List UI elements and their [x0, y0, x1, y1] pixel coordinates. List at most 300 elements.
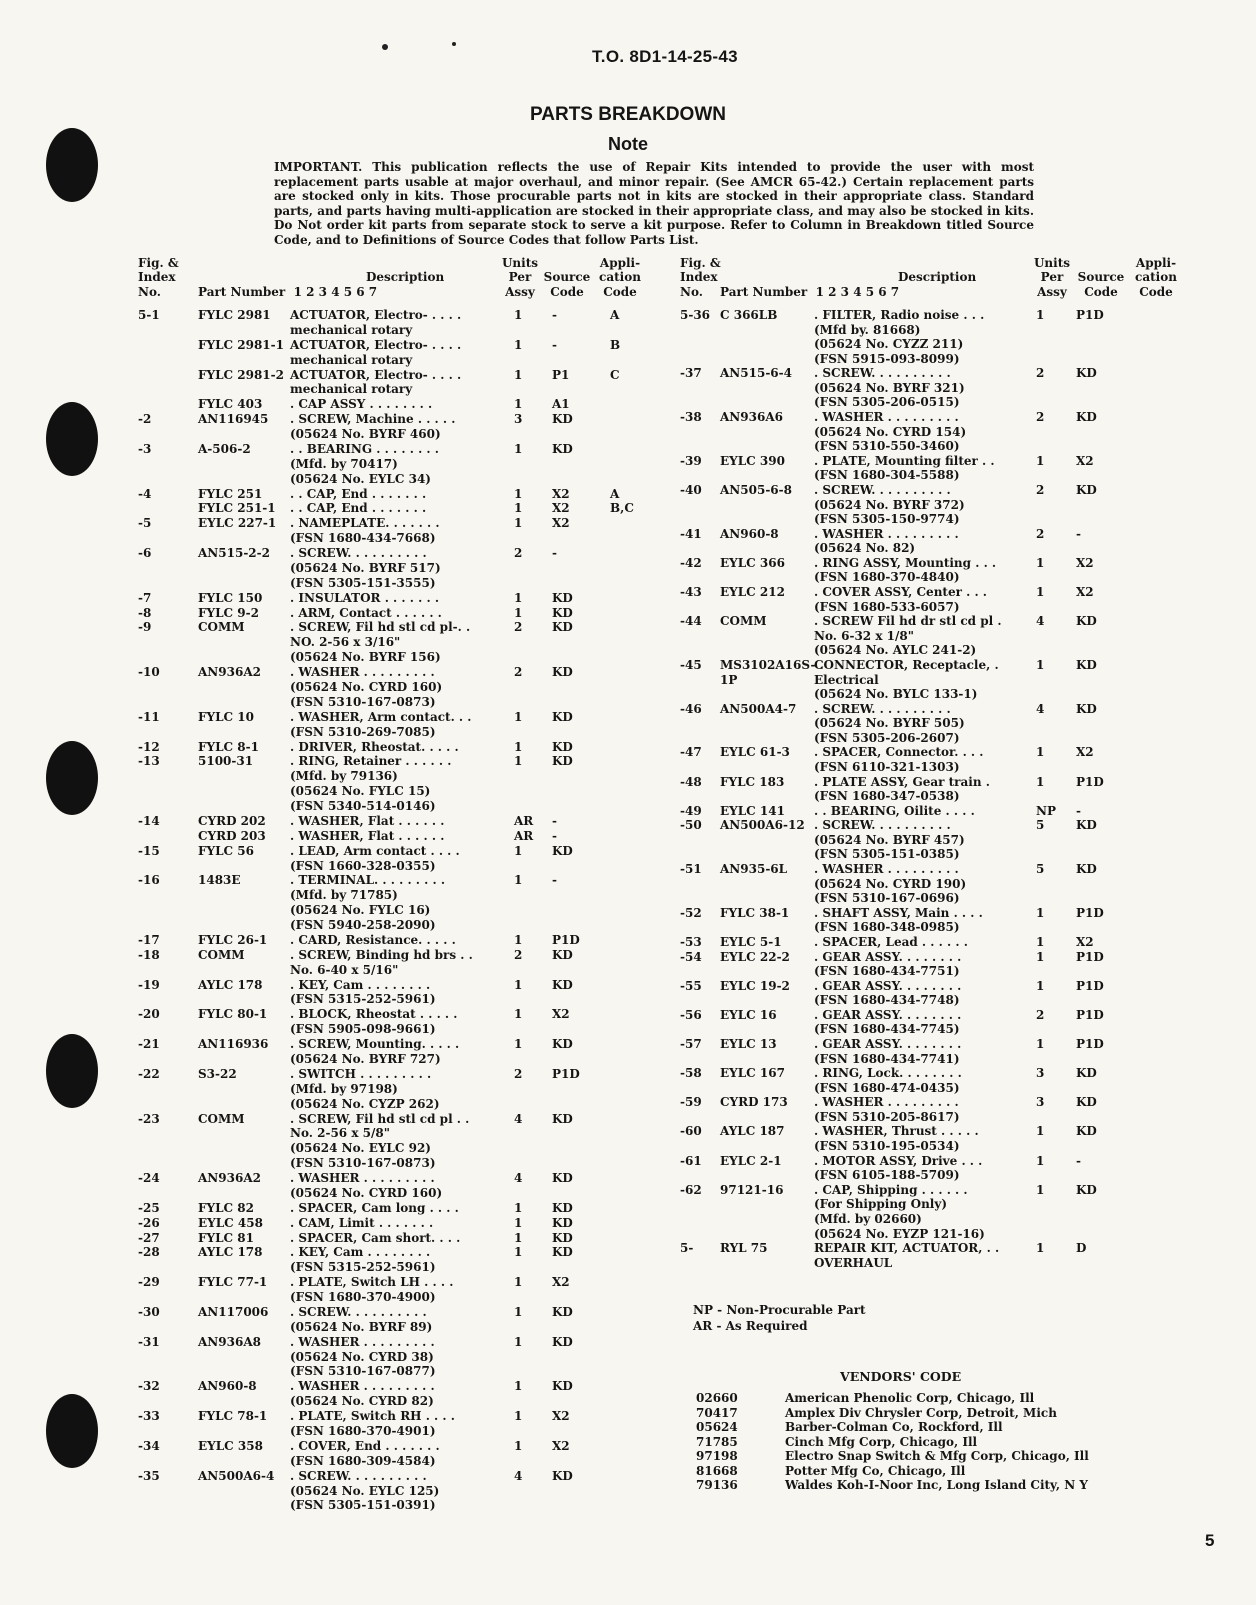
units-per-assy: 3 [1036, 1066, 1045, 1081]
description: (05624 No. EYLC 125) [290, 1483, 440, 1498]
table-row [138, 710, 658, 725]
part-number: COMM [720, 614, 767, 629]
units-per-assy: 1 [514, 1245, 523, 1260]
table-row [680, 847, 1200, 862]
table-row [680, 527, 1200, 542]
parts-table-left [138, 256, 658, 1516]
fig-index: -59 [680, 1095, 702, 1110]
fig-index: -28 [138, 1245, 160, 1260]
description: . SPACER, Cam short. . . . [290, 1230, 461, 1245]
units-per-assy: AR [514, 828, 534, 843]
part-number: EYLC 141 [720, 803, 785, 818]
description: (05624 No. BYRF 517) [290, 560, 441, 575]
units-per-assy: 1 [514, 1438, 523, 1453]
description: NO. 2-56 x 3/16" [290, 635, 401, 650]
description: ACTUATOR, Electro- . . . . [290, 337, 462, 352]
fig-index: -43 [680, 585, 702, 600]
source-code: - [1076, 803, 1081, 818]
table-row [138, 1037, 658, 1052]
col-desc: Description [366, 270, 445, 285]
description: (FSN 1660-328-0355) [290, 858, 436, 873]
description: No. 6-32 x 1/8" [814, 628, 914, 643]
source-code: KD [1076, 1124, 1097, 1139]
table-row [680, 1081, 1200, 1096]
source-code: - [1076, 526, 1081, 541]
table-row [138, 427, 658, 442]
part-number: AN936A6 [720, 410, 783, 425]
part-number: FYLC 26-1 [198, 932, 268, 947]
table-row [680, 979, 1200, 994]
fig-index: -54 [680, 949, 702, 964]
description: (Mfd. by 71785) [290, 888, 398, 903]
table-row [138, 1350, 658, 1365]
description: . NAMEPLATE. . . . . . . [290, 516, 440, 531]
source-code: P1D [1076, 774, 1104, 789]
table-row [138, 1409, 658, 1424]
binder-hole [46, 1394, 98, 1468]
units-per-assy: 4 [514, 1171, 523, 1186]
fig-index: -22 [138, 1066, 160, 1081]
fig-index: -3 [138, 441, 152, 456]
fig-index: -47 [680, 745, 702, 760]
table-row [680, 877, 1200, 892]
units-per-assy: 4 [1036, 701, 1045, 716]
description: . SCREW, Fil hd stl cd pl-. . [290, 620, 471, 635]
description: (FSN 6110-321-1303) [814, 759, 960, 774]
source-code: KD [552, 739, 573, 754]
source-code: X2 [552, 486, 570, 501]
table-row [138, 1201, 658, 1216]
part-number: EYLC 19-2 [720, 978, 790, 993]
table-row [138, 1052, 658, 1067]
description: (05624 No. BYRF 460) [290, 427, 441, 442]
table-row [138, 1469, 658, 1484]
source-code: KD [552, 665, 573, 680]
part-number: AN500A4-7 [720, 701, 797, 716]
part-number: FYLC 2981-2 [198, 367, 284, 382]
table-row [138, 576, 658, 591]
part-number: AN936A2 [198, 665, 261, 680]
units-per-assy: 1 [1036, 978, 1045, 993]
table-row [680, 1168, 1200, 1183]
description: . SCREW. . . . . . . . . . [290, 546, 427, 561]
description: (Mfd. by 70417) [290, 456, 398, 471]
part-number: AN960-8 [720, 526, 779, 541]
table-row [680, 789, 1200, 804]
table-row [680, 1095, 1200, 1110]
table-row [138, 1379, 658, 1394]
part-number: FYLC 77-1 [198, 1275, 268, 1290]
units-per-assy: 2 [1036, 482, 1045, 497]
units-per-assy: 4 [1036, 614, 1045, 629]
fig-index: -31 [138, 1334, 160, 1349]
source-code: P1D [1076, 905, 1104, 920]
description: . GEAR ASSY. . . . . . . . [814, 978, 962, 993]
description: . WASHER . . . . . . . . . [290, 665, 435, 680]
fig-index: -45 [680, 657, 702, 672]
units-per-assy: 1 [514, 709, 523, 724]
table-row [680, 1197, 1200, 1212]
table-row [680, 483, 1200, 498]
vendor-code: 05624 [696, 1420, 738, 1434]
table-row [138, 620, 658, 635]
table-row [680, 366, 1200, 381]
part-number: COMM [198, 1111, 245, 1126]
part-number: AYLC 178 [198, 1245, 263, 1260]
table-row [138, 1067, 658, 1082]
source-code: X2 [552, 1007, 570, 1022]
description: (FSN 5940-258-2090) [290, 918, 436, 933]
part-number: AYLC 178 [198, 977, 263, 992]
source-code: KD [1076, 701, 1097, 716]
description: . WASHER . . . . . . . . . [814, 526, 959, 541]
units-per-assy: 1 [514, 1304, 523, 1319]
table-row [138, 1112, 658, 1127]
units-per-assy: 2 [514, 1066, 523, 1081]
fig-index: -62 [680, 1182, 702, 1197]
source-code: D [1076, 1241, 1087, 1256]
description: . WASHER, Thrust . . . . . [814, 1124, 979, 1139]
description: . WASHER . . . . . . . . . [290, 1171, 435, 1186]
source-code: KD [1076, 410, 1097, 425]
description: (05624 No. FYLC 16) [290, 903, 431, 918]
source-code: KD [1076, 1066, 1097, 1081]
description: . SCREW. . . . . . . . . . [290, 1468, 427, 1483]
source-code: P1D [1076, 949, 1104, 964]
fig-index: -33 [138, 1409, 160, 1424]
table-row [138, 1156, 658, 1171]
description: . . CAP, End . . . . . . . [290, 501, 427, 516]
units-per-assy: 2 [1036, 1007, 1045, 1022]
part-number: FYLC 2981-1 [198, 337, 284, 352]
part-number: 5100-31 [198, 754, 254, 769]
units-per-assy: 1 [514, 590, 523, 605]
table-row [680, 1241, 1200, 1256]
note-title: Note [608, 134, 648, 154]
source-code: A1 [552, 397, 570, 412]
source-code: KD [1076, 657, 1097, 672]
part-number: EYLC 458 [198, 1215, 263, 1230]
page-title: PARTS BREAKDOWN [530, 104, 726, 125]
description: . CARD, Resistance. . . . . [290, 932, 456, 947]
table-row [138, 873, 658, 888]
table-row [138, 665, 658, 680]
table-row [138, 382, 658, 397]
table-row [680, 1256, 1200, 1271]
units-per-assy: 1 [1036, 555, 1045, 570]
description: Electrical [814, 672, 879, 687]
table-row [680, 1227, 1200, 1242]
table-row [680, 1037, 1200, 1052]
fig-index: -50 [680, 818, 702, 833]
table-row [680, 395, 1200, 410]
fig-index: -38 [680, 410, 702, 425]
source-code: X2 [552, 501, 570, 516]
col-source: Source Code [543, 270, 591, 299]
table-row [680, 687, 1200, 702]
description: . SWITCH . . . . . . . . . [290, 1066, 432, 1081]
fig-index: -49 [680, 803, 702, 818]
description: (FSN 5305-151-0391) [290, 1498, 436, 1513]
table-row [680, 935, 1200, 950]
table-row [138, 933, 658, 948]
part-number: FYLC 150 [198, 590, 263, 605]
table-row [138, 680, 658, 695]
vendor-code: 70417 [696, 1405, 738, 1420]
table-row [680, 323, 1200, 338]
table-row [138, 769, 658, 784]
source-code: X2 [552, 1275, 570, 1290]
vendor-name: American Phenolic Corp, Chicago, Ill [785, 1391, 1035, 1405]
table-row [680, 614, 1200, 629]
table-row [138, 546, 658, 561]
table-row [680, 600, 1200, 615]
description: . WASHER, Flat . . . . . . [290, 828, 445, 843]
fig-index: -11 [138, 709, 160, 724]
description: (FSN 5310-269-7085) [290, 724, 436, 739]
units-per-assy: 1 [514, 1230, 523, 1245]
table-row [138, 740, 658, 755]
description: . FILTER, Radio noise . . . [814, 308, 985, 322]
units-per-assy: 3 [1036, 1095, 1045, 1110]
application-code: B,C [610, 501, 634, 516]
col-fig: Fig. & Index No. [680, 256, 721, 299]
source-code: KD [1076, 1182, 1097, 1197]
description: . SPACER, Connector. . . . [814, 745, 984, 760]
description: (FSN 5310-167-0873) [290, 1156, 436, 1171]
description: . PLATE, Mounting filter . . [814, 453, 995, 468]
description: No. 6-40 x 5/16" [290, 962, 399, 977]
description: mechanical rotary [290, 322, 413, 337]
units-per-assy: 1 [514, 397, 523, 412]
part-number: FYLC 183 [720, 774, 785, 789]
description: (FSN 1680-434-7668) [290, 531, 436, 546]
description: (05624 No. BYRF 727) [290, 1052, 441, 1066]
fig-index: -21 [138, 1037, 160, 1052]
table-row [138, 501, 658, 516]
table-row [138, 992, 658, 1007]
vendor-code: 81668 [696, 1463, 738, 1478]
fig-index: -24 [138, 1171, 160, 1186]
description: . DRIVER, Rheostat. . . . . [290, 739, 459, 754]
units-per-assy: 5 [1036, 862, 1045, 877]
fig-index: -10 [138, 665, 160, 680]
table-row [138, 1245, 658, 1260]
description: (FSN 5315-252-5961) [290, 1260, 436, 1275]
description: . COVER, End . . . . . . . [290, 1438, 440, 1453]
table-row [138, 338, 658, 353]
description: (05624 No. CYRD 154) [814, 424, 967, 439]
units-per-assy: 1 [1036, 1241, 1045, 1256]
part-number: FYLC 8-1 [198, 739, 259, 754]
description: (05624 No. BYRF 372) [814, 497, 965, 512]
table-row [138, 1320, 658, 1335]
part-number: FYLC 10 [198, 709, 254, 724]
description: (FSN 5310-167-0877) [290, 1364, 436, 1379]
source-code: X2 [1076, 934, 1094, 949]
description: (Mfd. by 02660) [814, 1211, 922, 1226]
table-row [138, 1290, 658, 1305]
part-number: EYLC 366 [720, 555, 785, 570]
table-row [138, 844, 658, 859]
table-row [138, 1171, 658, 1186]
description: (FSN 1680-474-0435) [814, 1080, 960, 1095]
fig-index: 5-36 [680, 308, 711, 322]
description: (Mfd. by 79136) [290, 769, 398, 784]
source-code: - [552, 337, 557, 352]
description: (FSN 5305-206-0515) [814, 395, 960, 410]
fig-index: -37 [680, 366, 702, 381]
description: (05624 No. EYLC 34) [290, 471, 431, 486]
vendor-name: Electro Snap Switch & Mfg Corp, Chicago, Ill [785, 1449, 1089, 1463]
fig-index: -39 [680, 453, 702, 468]
col-part: Part Number 1 2 3 4 5 6 7 [720, 284, 900, 299]
source-code: KD [1076, 818, 1097, 833]
table-row [680, 745, 1200, 760]
description: . WASHER . . . . . . . . . [290, 1379, 435, 1394]
table-row [138, 368, 658, 383]
table-row [680, 1124, 1200, 1139]
units-per-assy: 1 [1036, 934, 1045, 949]
table-row [680, 1066, 1200, 1081]
units-per-assy: 1 [514, 308, 523, 322]
source-code: X2 [552, 1438, 570, 1453]
part-number: FYLC 82 [198, 1200, 254, 1215]
units-per-assy: 2 [1036, 526, 1045, 541]
description: (FSN 1680-347-0538) [814, 789, 960, 804]
description: . GEAR ASSY. . . . . . . . [814, 1007, 962, 1022]
table-row [680, 716, 1200, 731]
description: (FSN 5305-150-9774) [814, 512, 960, 527]
table-row [138, 472, 658, 487]
description: . KEY, Cam . . . . . . . . [290, 1245, 431, 1260]
description: (05624 No. CYZZ 211) [814, 337, 964, 352]
fig-index: -57 [680, 1037, 702, 1051]
description: (FSN 5310-205-8617) [814, 1109, 960, 1124]
table-row [138, 1484, 658, 1499]
table-row [138, 353, 658, 368]
table-row [138, 650, 658, 665]
vendor-code: 71785 [696, 1434, 738, 1449]
part-number: EYLC 227-1 [198, 516, 277, 531]
table-row [138, 397, 658, 412]
units-per-assy: 3 [514, 412, 523, 427]
fig-index: -41 [680, 526, 702, 541]
table-row [138, 561, 658, 576]
table-row [138, 516, 658, 531]
description: . LEAD, Arm contact . . . . [290, 843, 460, 858]
units-per-assy: 1 [1036, 453, 1045, 468]
part-number: AN515-6-4 [720, 366, 792, 381]
fig-index: -40 [680, 482, 702, 497]
fig-index: -48 [680, 774, 702, 789]
units-per-assy: 1 [514, 367, 523, 382]
table-row [138, 308, 658, 323]
speck [382, 44, 388, 50]
description: . SCREW, Machine . . . . . [290, 412, 456, 427]
fig-index: -42 [680, 555, 702, 570]
source-code: - [552, 873, 557, 888]
part-number: FYLC 80-1 [198, 1007, 268, 1022]
source-code: P1D [1076, 308, 1104, 322]
vendor-name: Barber-Colman Co, Rockford, Ill [785, 1420, 1003, 1434]
table-row [138, 1424, 658, 1439]
source-code: P1D [1076, 1007, 1104, 1022]
table-row [680, 512, 1200, 527]
description: . SCREW, Binding hd brs . . [290, 947, 473, 962]
application-code: B [610, 337, 621, 352]
table-row [680, 673, 1200, 688]
table-row [138, 1126, 658, 1141]
source-code: X2 [552, 1409, 570, 1424]
description: (FSN 5915-093-8099) [814, 351, 960, 366]
fig-index: -23 [138, 1111, 160, 1126]
table-row [138, 784, 658, 799]
vendor-code: 79136 [696, 1478, 738, 1492]
fig-index: -44 [680, 614, 702, 629]
source-code: KD [552, 441, 573, 456]
units-per-assy: 1 [1036, 774, 1045, 789]
units-per-assy: 1 [514, 486, 523, 501]
col-desc: Description [898, 270, 977, 285]
part-number: COMM [198, 947, 245, 962]
fig-index: -19 [138, 977, 160, 992]
parts-table-right [680, 256, 1200, 1276]
part-number: AN500A6-12 [720, 818, 805, 833]
description: . WASHER, Arm contact. . . [290, 709, 472, 724]
description: (05624 No. CYZP 262) [290, 1096, 440, 1111]
fig-index: -34 [138, 1438, 160, 1453]
units-per-assy: 1 [514, 1379, 523, 1394]
description: (FSN 5315-252-5961) [290, 992, 436, 1007]
part-number: EYLC 61-3 [720, 745, 790, 760]
fig-index: -26 [138, 1215, 160, 1230]
part-number: FYLC 2981 [198, 308, 271, 322]
part-number: FYLC 81 [198, 1230, 254, 1245]
description: (05624 No. BYRF 457) [814, 832, 965, 847]
description: . SPACER, Lead . . . . . . [814, 934, 968, 949]
part-number: EYLC 16 [720, 1007, 777, 1022]
part-number: C 366LB [720, 308, 778, 322]
fig-index: -15 [138, 843, 160, 858]
table-row [138, 978, 658, 993]
table-row [680, 702, 1200, 717]
units-per-assy: 1 [514, 1409, 523, 1424]
units-per-assy: 5 [1036, 818, 1045, 833]
table-row [138, 487, 658, 502]
description: . SCREW. . . . . . . . . . [814, 818, 951, 833]
page-number: 5 [1205, 1531, 1215, 1550]
table-row [138, 695, 658, 710]
units-per-assy: 1 [1036, 1153, 1045, 1168]
part-number: COMM [198, 620, 245, 635]
description: . TERMINAL. . . . . . . . . [290, 873, 446, 888]
source-code: X2 [1076, 555, 1094, 570]
part-number: AN936A2 [198, 1171, 261, 1186]
units-per-assy: 1 [514, 516, 523, 531]
source-code: - [552, 828, 557, 843]
fig-index: -6 [138, 546, 152, 561]
description: . . CAP, End . . . . . . . [290, 486, 427, 501]
source-code: KD [552, 1334, 573, 1349]
table-row [680, 818, 1200, 833]
units-per-assy: 1 [1036, 745, 1045, 760]
fig-index: -29 [138, 1275, 160, 1290]
part-number: FYLC 38-1 [720, 905, 790, 920]
description: ACTUATOR, Electro- . . . . [290, 308, 462, 322]
part-number: AYLC 187 [720, 1124, 785, 1139]
description: (FSN 5905-098-9661) [290, 1022, 436, 1037]
